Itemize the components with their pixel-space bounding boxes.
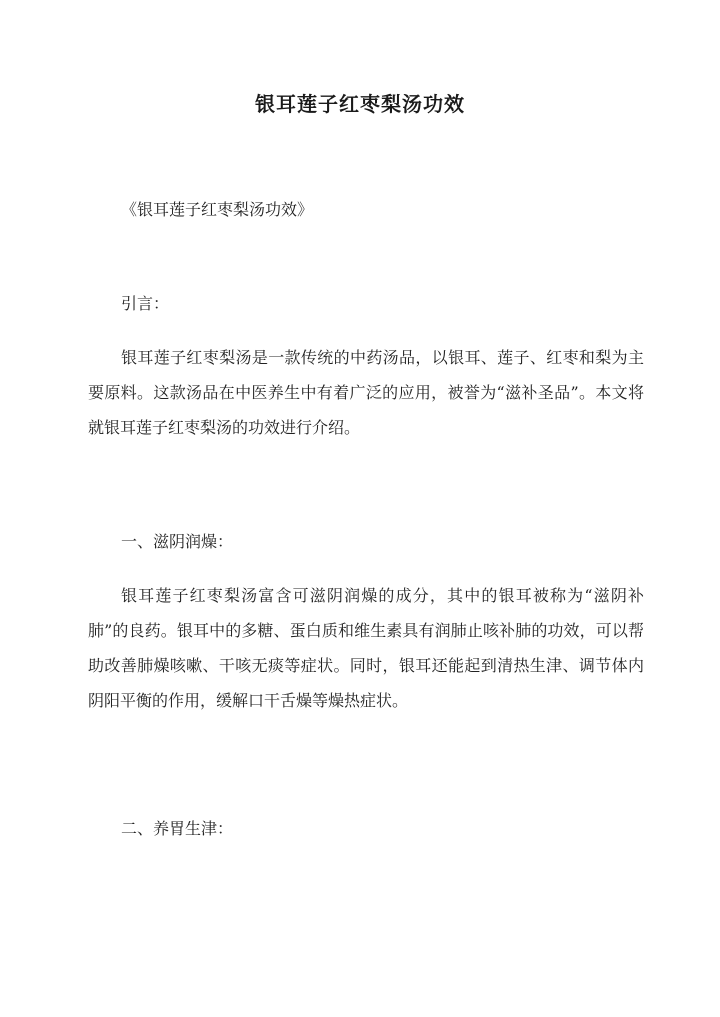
section-heading-one: 一、滋阴润燥： <box>121 532 234 551</box>
section-paragraph-one: 银耳莲子红枣梨汤富含可滋阴润燥的成分，其中的银耳被称为“滋阴补肺”的良药。银耳中的多糖、蛋白质和维生素具有润肺止咳补肺的功效，可以帮助改善肺燥咳嗽、干咳无痰等症状。同时，银耳还能起到清热生津、调节体内阴阳平衡的作用，缓解口干舌燥等燥热症状。 <box>88 586 644 710</box>
document-title: 银耳莲子红枣梨汤功效 <box>255 92 465 116</box>
section-heading-intro: 引言： <box>121 294 170 313</box>
section-paragraph-intro: 银耳莲子红枣梨汤是一款传统的中药汤品，以银耳、莲子、红枣和梨为主要原料。这款汤品在中医养生中有着广泛的应用，被誉为“滋补圣品”。本文将就银耳莲子红枣梨汤的功效进行介绍。 <box>88 348 644 437</box>
document-subtitle: 《银耳莲子红枣梨汤功效》 <box>121 200 314 219</box>
section-heading-two: 二、养胃生津： <box>121 819 234 838</box>
